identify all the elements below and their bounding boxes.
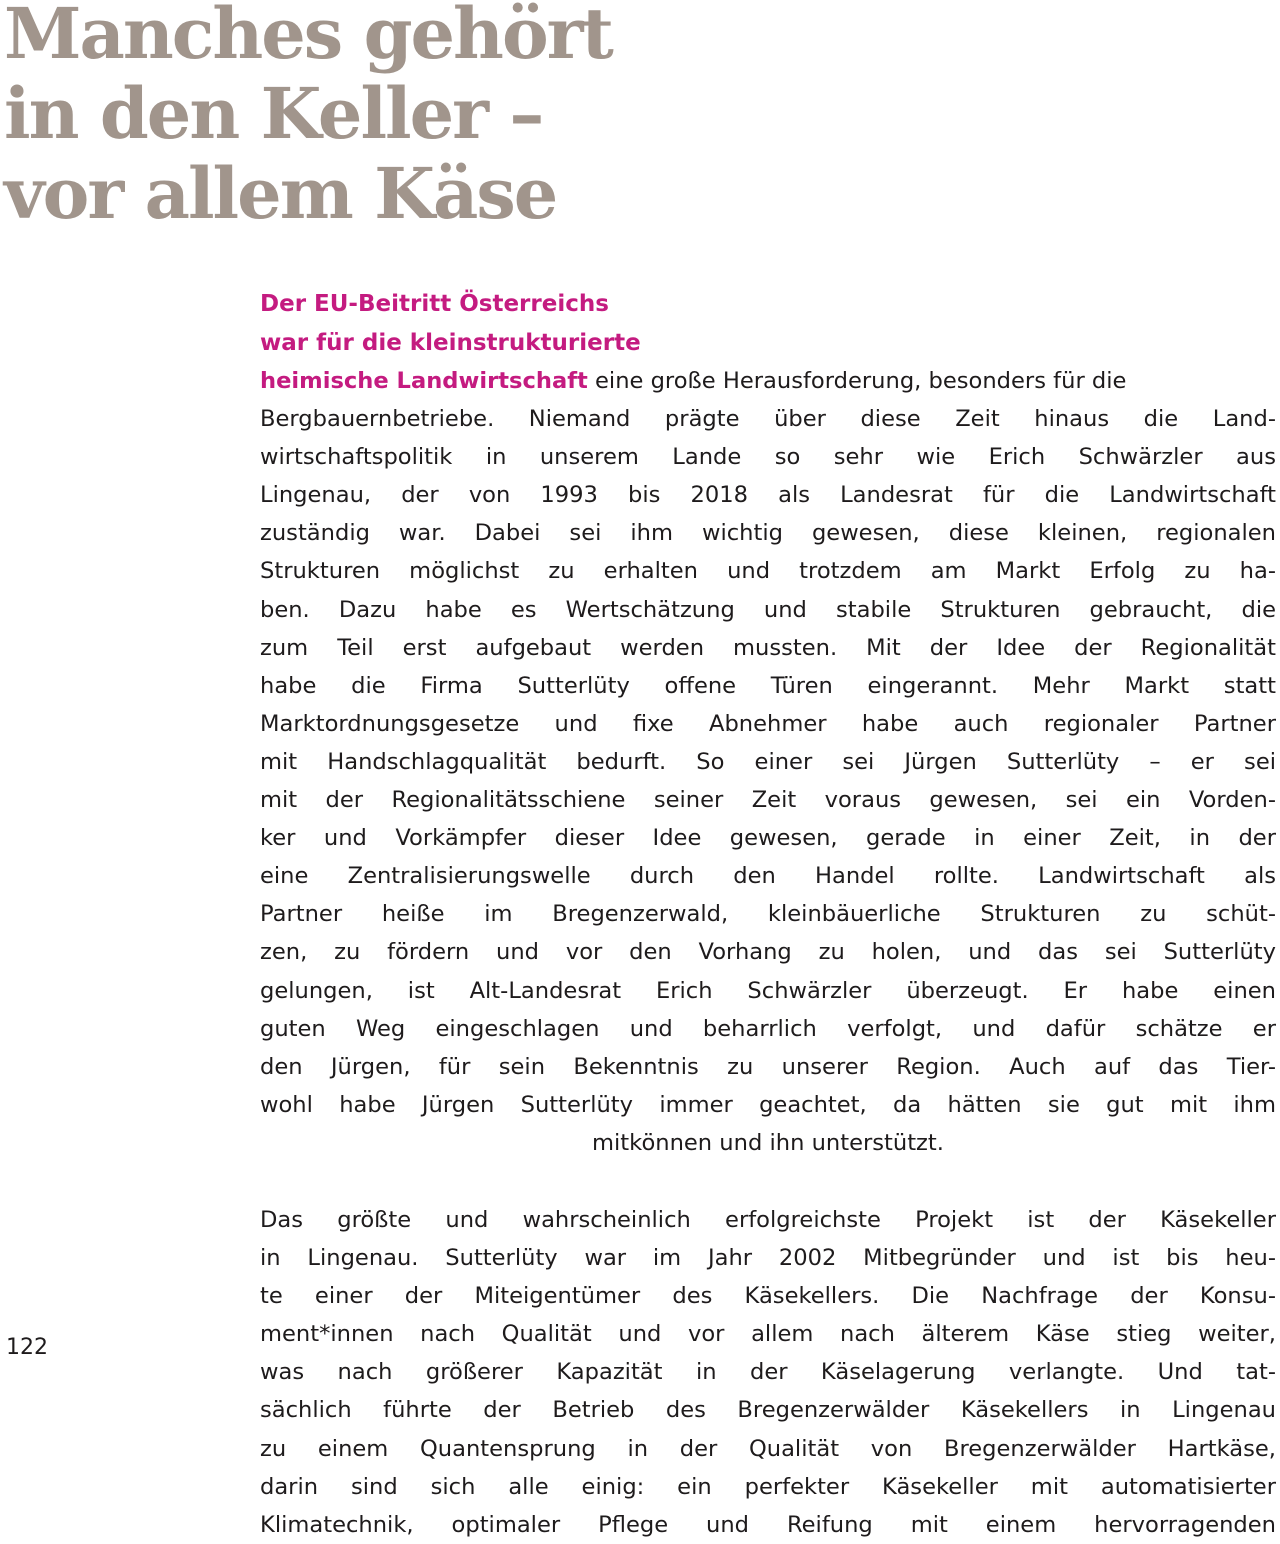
body-line: Klimatechnik, optimaler Pflege und Reifung mit einem hervorragenden [260, 1511, 1276, 1538]
body-line: guten Weg eingeschlagen und beharrlich verfolgt, und dafür schätze er [260, 1015, 1276, 1042]
body-line: mit Handschlagqualität bedurft. So einer sei Jürgen Sutterlüty – er sei [260, 748, 1276, 775]
body-line: Lingenau, der von 1993 bis 2018 als Landesrat für die Landwirtschaft [260, 482, 1276, 509]
body-line [260, 362, 1276, 400]
body-line: Bergbauernbetriebe. Niemand prägte über diese Zeit hinaus die Land- [260, 406, 1276, 433]
body-line: wirtschaftspolitik in unserem Lande so sehr wie Erich Schwärzler aus [260, 444, 1276, 471]
body-line: eine Zentralisierungswelle durch den Handel rollte. Landwirtschaft als [260, 863, 1276, 890]
body-line: Strukturen möglichst zu erhalten und trotzdem am Markt Erfolg zu ha- [260, 558, 1276, 585]
body-line: zum Teil erst aufgebaut werden mussten. Mit der Idee der Regionalität [260, 634, 1276, 661]
body-line: gelungen, ist Alt-Landesrat Erich Schwärzler überzeugt. Er habe einen [260, 977, 1276, 1004]
body-line: Marktordnungsgesetze und fixe Abnehmer habe auch regionaler Partner [260, 710, 1276, 737]
lead-line: Der EU-Beitritt Österreichs [260, 291, 609, 317]
headline-line: vor allem Käse [4, 152, 557, 235]
body-line: zen, zu fördern und vor den Vorhang zu holen, und das sei Sutterlüty [260, 939, 1276, 966]
page-title [4, 0, 612, 234]
body-line: Das größte und wahrscheinlich erfolgreichste Projekt ist der Käsekeller [260, 1207, 1276, 1233]
body-line: darin sind sich alle einig: ein perfekter Käsekeller mit automatisierter [260, 1473, 1276, 1500]
body-line: zu einem Quantensprung in der Qualität von Bregenzerwälder Hartkäse, [260, 1435, 1276, 1462]
body-line: sächlich führte der Betrieb des Bregenzerwälder Käsekellers in Lingenau [260, 1397, 1276, 1424]
page-number: 122 [6, 1335, 48, 1360]
body-line: in Lingenau. Sutterlüty war im Jahr 2002 Mitbegründer und ist bis heu- [260, 1245, 1276, 1272]
body-line: habe die Firma Sutterlüty offene Türen eingerannt. Mehr Markt statt [260, 672, 1276, 699]
body-line: ment*innen nach Qualität und vor allem nach älterem Käse stieg weiter, [260, 1321, 1276, 1348]
headline-line: in den Keller – [4, 72, 543, 155]
body-line: wohl habe Jürgen Sutterlüty immer geachtet, da hätten sie gut mit ihm [260, 1091, 1276, 1118]
body-line: was nach größerer Kapazität in der Käselagerung verlangte. Und tat- [260, 1359, 1276, 1386]
body-line: ker und Vorkämpfer dieser Idee gewesen, gerade in einer Zeit, in der [260, 825, 1276, 852]
body-text: eine große Herausforderung, besonders für die [595, 368, 1127, 394]
body-paragraph-1 [260, 362, 1276, 1162]
lead-line: war für die kleinstrukturierte [260, 330, 641, 356]
headline-line: Manches gehört [4, 0, 612, 75]
body-line: ben. Dazu habe es Wertschätzung und stabile Strukturen gebraucht, die [260, 596, 1276, 623]
body-line: Partner heiße im Bregenzerwald, kleinbäuerliche Strukturen zu schüt- [260, 901, 1276, 928]
body-line: zuständig war. Dabei sei ihm wichtig gewesen, diese kleinen, regionalen [260, 520, 1276, 547]
body-paragraph-2 [260, 1201, 1276, 1544]
body-line-last: mitkönnen und ihn unterstützt. [592, 1129, 944, 1156]
body-line: mit der Regionalitätsschiene seiner Zeit voraus gewesen, sei ein Vorden- [260, 787, 1276, 814]
body-line: te einer der Miteigentümer des Käsekellers. Die Nachfrage der Konsu- [260, 1283, 1276, 1310]
body-line: den Jürgen, für sein Bekenntnis zu unserer Region. Auch auf das Tier- [260, 1053, 1276, 1080]
lead-line: heimische Landwirtschaft [260, 368, 588, 394]
